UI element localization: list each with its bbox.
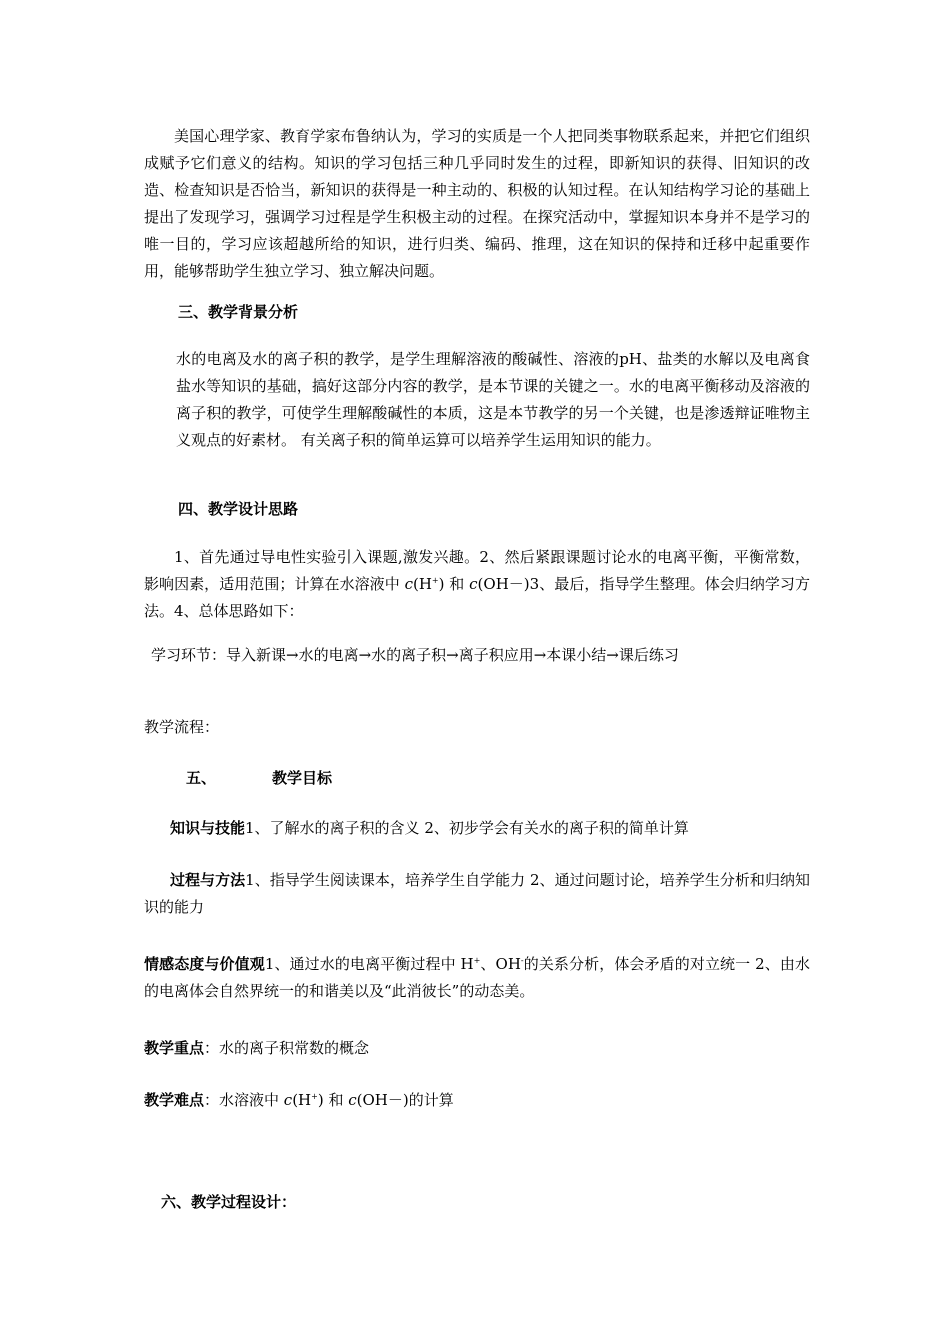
intro-paragraph: 美国心理学家、教育学家布鲁纳认为，学习的实质是一个人把同类事物联系起来，并把它们组织成赋予它们意义的结构。知识的学习包括三种几乎同时发生的过程，即新知识的获得、旧知识的改造、检查知识是否恰当，新知识的获得是一种主动的、积极的认知过程。在认知结构学习论的基础上提出了发现学习，强调学习过程是学生积极主动的过程。在探究活动中，掌握知识本身并不是学习的唯一目的，学习应该超越所给的知识，进行归类、编码、推理，这在知识的保持和迁移中起重要作用，能够帮助学生独立学习、独立解决问题。: [144, 127, 810, 280]
section3-heading: 三、教学背景分析: [178, 303, 299, 321]
section4-paragraph: 1、首先通过导电性实验引入课题,激发兴趣。2、然后紧跟课题讨论水的电离平衡，平衡常数，影响因素，适用范围；计算在水溶液中 c(H+) 和 c(OH－)3、最后，指导学生整理。体会归纳学习方法。4、总体思路如下：: [144, 548, 810, 620]
section4-heading: 四、教学设计思路: [178, 500, 299, 518]
section3-paragraph: 水的电离及水的离子积的教学，是学生理解溶液的酸碱性、溶液的pH、盐类的水解以及电离食盐水等知识的基础，搞好这部分内容的教学，是本节课的关键之一。水的电离平衡移动及溶液的离子积的教学，可使学生理解酸碱性的本质，这是本节教学的另一个关键，也是渗透辩证唯物主义观点的好素材。 有关离子积的简单运算可以培养学生运用知识的能力。: [176, 350, 810, 449]
teaching-key-point: 教学重点：水的离子积常数的概念: [144, 1039, 370, 1057]
emotion-values-row: 情感态度与价值观1、通过水的电离平衡过程中 H+、OH-的关系分析，体会矛盾的对立统一 2、由水的电离体会自然界统一的和谐美以及“此消彼长”的动态美。: [144, 955, 810, 1000]
section6-heading: 六、教学过程设计：: [161, 1193, 297, 1211]
learning-flow: 学习环节：导入新课→水的电离→水的离子积→离子积应用→本课小结→课后练习: [151, 646, 679, 664]
section5-heading: 五、 教学目标: [186, 769, 333, 787]
knowledge-skills-row: 知识与技能1、了解水的离子积的含义 2、初步学会有关水的离子积的简单计算: [170, 819, 689, 837]
teaching-difficulty: 教学难点：水溶液中 c(H+) 和 c(OH－)的计算: [144, 1091, 454, 1109]
process-methods-row: 过程与方法1、指导学生阅读课本，培养学生自学能力 2、通过问题讨论，培养学生分析和归纳知识的能力: [144, 871, 810, 916]
teaching-process-label: 教学流程：: [144, 718, 220, 736]
